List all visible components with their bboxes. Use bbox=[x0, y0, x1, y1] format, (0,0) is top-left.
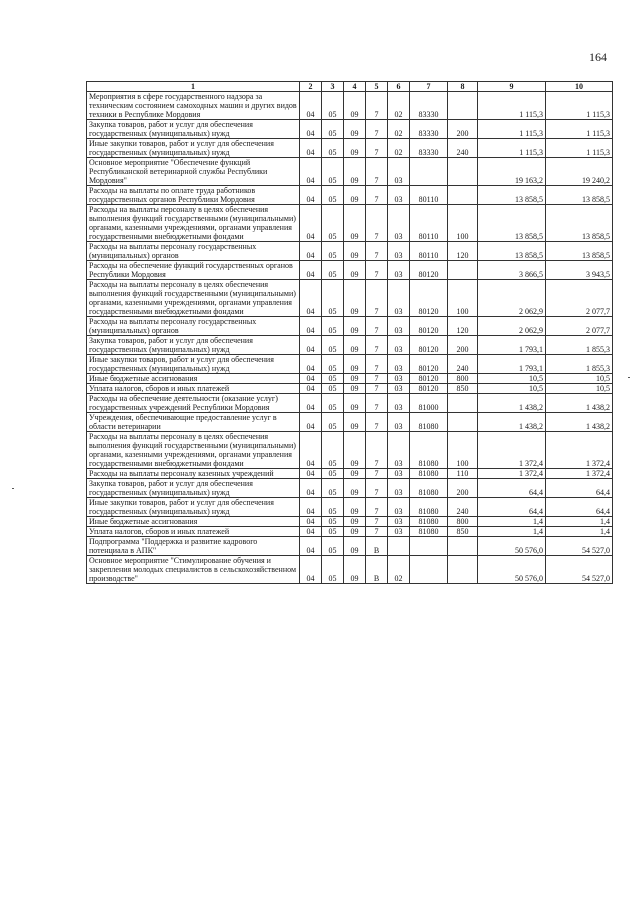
cell-c10: 10,5 bbox=[546, 384, 613, 394]
cell-c6: 03 bbox=[388, 158, 410, 186]
cell-c2: 04 bbox=[300, 261, 322, 280]
header-col-2: 2 bbox=[300, 82, 322, 92]
cell-c10: 1 115,3 bbox=[546, 139, 613, 158]
table-row bbox=[87, 537, 613, 556]
cell-c5: 7 bbox=[366, 139, 388, 158]
cell-c6: 03 bbox=[388, 527, 410, 537]
table-header-row bbox=[87, 82, 613, 92]
cell-c3: 05 bbox=[322, 498, 344, 517]
cell-c9: 2 062,9 bbox=[478, 317, 546, 336]
cell-c10: 1 855,3 bbox=[546, 336, 613, 355]
cell-c6: 03 bbox=[388, 336, 410, 355]
cell-c2: 04 bbox=[300, 280, 322, 317]
cell-c5: 7 bbox=[366, 498, 388, 517]
cell-c5: 7 bbox=[366, 158, 388, 186]
table-row bbox=[87, 498, 613, 517]
cell-c3: 05 bbox=[322, 469, 344, 479]
cell-c10: 1,4 bbox=[546, 527, 613, 537]
cell-c5: В bbox=[366, 556, 388, 584]
cell-c9: 2 062,9 bbox=[478, 280, 546, 317]
cell-c4: 09 bbox=[344, 336, 366, 355]
cell-c3: 05 bbox=[322, 261, 344, 280]
cell-c8 bbox=[448, 261, 478, 280]
cell-c3: 05 bbox=[322, 92, 344, 120]
table-row bbox=[87, 317, 613, 336]
cell-c2: 04 bbox=[300, 158, 322, 186]
cell-c8: 100 bbox=[448, 280, 478, 317]
cell-c9: 13 858,5 bbox=[478, 205, 546, 242]
table-row bbox=[87, 242, 613, 261]
cell-c8: 200 bbox=[448, 479, 478, 498]
header-col-3: 3 bbox=[322, 82, 344, 92]
cell-c10: 2 077,7 bbox=[546, 280, 613, 317]
cell-c5: 7 bbox=[366, 186, 388, 205]
cell-c6: 02 bbox=[388, 92, 410, 120]
cell-c5: 7 bbox=[366, 374, 388, 384]
cell-c6: 03 bbox=[388, 394, 410, 413]
cell-c7: 81080 bbox=[410, 479, 448, 498]
row-name: Иные бюджетные ассигнования bbox=[87, 517, 300, 527]
row-name: Иные закупки товаров, работ и услуг для обеспечения государственных (муниципальных) нужд bbox=[87, 355, 300, 374]
table-row bbox=[87, 556, 613, 584]
cell-c6: 03 bbox=[388, 186, 410, 205]
table-row bbox=[87, 469, 613, 479]
cell-c2: 04 bbox=[300, 498, 322, 517]
cell-c4: 09 bbox=[344, 469, 366, 479]
table-row bbox=[87, 186, 613, 205]
cell-c5: 7 bbox=[366, 517, 388, 527]
cell-c2: 04 bbox=[300, 336, 322, 355]
row-name: Уплата налогов, сборов и иных платежей bbox=[87, 527, 300, 537]
cell-c2: 04 bbox=[300, 479, 322, 498]
cell-c6: 03 bbox=[388, 242, 410, 261]
cell-c2: 04 bbox=[300, 205, 322, 242]
row-name: Уплата налогов, сборов и иных платежей bbox=[87, 384, 300, 394]
cell-c4: 09 bbox=[344, 139, 366, 158]
cell-c10: 13 858,5 bbox=[546, 205, 613, 242]
cell-c7: 80110 bbox=[410, 186, 448, 205]
cell-c9: 1,4 bbox=[478, 527, 546, 537]
header-col-4: 4 bbox=[344, 82, 366, 92]
table-row bbox=[87, 517, 613, 527]
cell-c8 bbox=[448, 92, 478, 120]
table-row bbox=[87, 527, 613, 537]
cell-c4: 09 bbox=[344, 556, 366, 584]
cell-c6: 02 bbox=[388, 139, 410, 158]
header-col-8: 8 bbox=[448, 82, 478, 92]
table-row bbox=[87, 158, 613, 186]
cell-c3: 05 bbox=[322, 355, 344, 374]
table-row bbox=[87, 374, 613, 384]
cell-c7: 80120 bbox=[410, 384, 448, 394]
cell-c3: 05 bbox=[322, 280, 344, 317]
cell-c3: 05 bbox=[322, 205, 344, 242]
cell-c10: 1 115,3 bbox=[546, 120, 613, 139]
cell-c7: 80120 bbox=[410, 317, 448, 336]
cell-c8: 240 bbox=[448, 498, 478, 517]
cell-c8 bbox=[448, 556, 478, 584]
cell-c4: 09 bbox=[344, 242, 366, 261]
cell-c6: 03 bbox=[388, 261, 410, 280]
cell-c4: 09 bbox=[344, 355, 366, 374]
header-col-1: 1 bbox=[87, 82, 300, 92]
scan-speck bbox=[628, 377, 630, 378]
cell-c10: 2 077,7 bbox=[546, 317, 613, 336]
row-name: Расходы на выплаты персоналу казенных учреждений bbox=[87, 469, 300, 479]
cell-c3: 05 bbox=[322, 186, 344, 205]
cell-c7: 83330 bbox=[410, 139, 448, 158]
scan-speck bbox=[12, 488, 14, 489]
cell-c2: 04 bbox=[300, 469, 322, 479]
table-row bbox=[87, 479, 613, 498]
cell-c2: 04 bbox=[300, 92, 322, 120]
cell-c7: 80120 bbox=[410, 355, 448, 374]
cell-c4: 09 bbox=[344, 120, 366, 139]
cell-c6: 03 bbox=[388, 280, 410, 317]
cell-c10: 64,4 bbox=[546, 479, 613, 498]
cell-c3: 05 bbox=[322, 394, 344, 413]
row-name: Иные закупки товаров, работ и услуг для обеспечения государственных (муниципальных) нужд bbox=[87, 498, 300, 517]
cell-c8: 100 bbox=[448, 205, 478, 242]
cell-c9: 50 576,0 bbox=[478, 537, 546, 556]
cell-c10: 1 438,2 bbox=[546, 394, 613, 413]
cell-c6: 02 bbox=[388, 556, 410, 584]
row-name: Расходы на выплаты персоналу в целях обеспечения выполнения функций государственными (муниципальными) органами, казенными учреждениями, органами управления государственными внебюджетными фондами bbox=[87, 205, 300, 242]
cell-c5: 7 bbox=[366, 280, 388, 317]
row-name: Расходы на выплаты персоналу в целях обеспечения выполнения функций государственными (муниципальными) органами, казенными учреждениями, органами управления государственными внебюджетными фондами bbox=[87, 280, 300, 317]
cell-c7 bbox=[410, 556, 448, 584]
cell-c4: 09 bbox=[344, 432, 366, 469]
cell-c7: 83330 bbox=[410, 120, 448, 139]
cell-c10: 64,4 bbox=[546, 498, 613, 517]
cell-c5: 7 bbox=[366, 205, 388, 242]
cell-c8: 800 bbox=[448, 374, 478, 384]
cell-c3: 05 bbox=[322, 139, 344, 158]
cell-c7: 80120 bbox=[410, 374, 448, 384]
cell-c5: 7 bbox=[366, 120, 388, 139]
cell-c5: 7 bbox=[366, 317, 388, 336]
cell-c7: 81080 bbox=[410, 432, 448, 469]
cell-c8: 120 bbox=[448, 317, 478, 336]
row-name: Расходы на выплаты персоналу государственных (муниципальных) органов bbox=[87, 242, 300, 261]
cell-c8 bbox=[448, 158, 478, 186]
cell-c7 bbox=[410, 158, 448, 186]
cell-c7: 81080 bbox=[410, 469, 448, 479]
row-name: Закупка товаров, работ и услуг для обеспечения государственных (муниципальных) нужд bbox=[87, 120, 300, 139]
cell-c2: 04 bbox=[300, 120, 322, 139]
cell-c10: 1 372,4 bbox=[546, 432, 613, 469]
cell-c6: 03 bbox=[388, 355, 410, 374]
cell-c9: 1 438,2 bbox=[478, 394, 546, 413]
cell-c7: 80110 bbox=[410, 205, 448, 242]
cell-c5: 7 bbox=[366, 261, 388, 280]
cell-c5: 7 bbox=[366, 242, 388, 261]
cell-c8: 240 bbox=[448, 139, 478, 158]
cell-c2: 04 bbox=[300, 317, 322, 336]
table-row bbox=[87, 120, 613, 139]
cell-c2: 04 bbox=[300, 537, 322, 556]
cell-c4: 09 bbox=[344, 186, 366, 205]
header-col-5: 5 bbox=[366, 82, 388, 92]
table-row bbox=[87, 432, 613, 469]
cell-c10: 13 858,5 bbox=[546, 242, 613, 261]
cell-c9: 1 793,1 bbox=[478, 355, 546, 374]
cell-c3: 05 bbox=[322, 413, 344, 432]
cell-c6: 03 bbox=[388, 374, 410, 384]
budget-table bbox=[86, 81, 613, 584]
cell-c5: 7 bbox=[366, 394, 388, 413]
row-name: Подпрограмма "Поддержка и развитие кадрового потенциала в АПК" bbox=[87, 537, 300, 556]
cell-c7 bbox=[410, 537, 448, 556]
header-col-7: 7 bbox=[410, 82, 448, 92]
cell-c8: 120 bbox=[448, 242, 478, 261]
cell-c10: 54 527,0 bbox=[546, 537, 613, 556]
table-row bbox=[87, 384, 613, 394]
cell-c4: 09 bbox=[344, 158, 366, 186]
cell-c9: 13 858,5 bbox=[478, 242, 546, 261]
cell-c2: 04 bbox=[300, 355, 322, 374]
cell-c7: 80120 bbox=[410, 280, 448, 317]
cell-c4: 09 bbox=[344, 527, 366, 537]
row-name: Иные закупки товаров, работ и услуг для обеспечения государственных (муниципальных) нужд bbox=[87, 139, 300, 158]
cell-c10: 19 240,2 bbox=[546, 158, 613, 186]
cell-c10: 1 372,4 bbox=[546, 469, 613, 479]
cell-c7: 81000 bbox=[410, 394, 448, 413]
cell-c4: 09 bbox=[344, 92, 366, 120]
cell-c4: 09 bbox=[344, 280, 366, 317]
cell-c3: 05 bbox=[322, 158, 344, 186]
cell-c5: 7 bbox=[366, 92, 388, 120]
cell-c2: 04 bbox=[300, 394, 322, 413]
cell-c6: 03 bbox=[388, 432, 410, 469]
row-name: Расходы на выплаты по оплате труда работников государственных органов Республики Мордовия bbox=[87, 186, 300, 205]
cell-c5: В bbox=[366, 537, 388, 556]
cell-c3: 05 bbox=[322, 527, 344, 537]
cell-c10: 1 855,3 bbox=[546, 355, 613, 374]
cell-c3: 05 bbox=[322, 120, 344, 139]
table-row bbox=[87, 205, 613, 242]
table-row bbox=[87, 336, 613, 355]
cell-c3: 05 bbox=[322, 517, 344, 527]
cell-c8: 100 bbox=[448, 432, 478, 469]
cell-c9: 13 858,5 bbox=[478, 186, 546, 205]
cell-c5: 7 bbox=[366, 527, 388, 537]
cell-c9: 10,5 bbox=[478, 384, 546, 394]
row-name: Закупка товаров, работ и услуг для обеспечения государственных (муниципальных) нужд bbox=[87, 336, 300, 355]
cell-c2: 04 bbox=[300, 384, 322, 394]
cell-c8: 200 bbox=[448, 336, 478, 355]
cell-c7: 81080 bbox=[410, 413, 448, 432]
cell-c10: 10,5 bbox=[546, 374, 613, 384]
cell-c9: 50 576,0 bbox=[478, 556, 546, 584]
row-name: Мероприятия в сфере государственного надзора за техническим состоянием самоходных машин и других видов техники в Республике Мордовия bbox=[87, 92, 300, 120]
header-col-10: 10 bbox=[546, 82, 613, 92]
cell-c10: 3 943,5 bbox=[546, 261, 613, 280]
cell-c9: 1 372,4 bbox=[478, 469, 546, 479]
cell-c8: 200 bbox=[448, 120, 478, 139]
cell-c6: 03 bbox=[388, 205, 410, 242]
cell-c4: 09 bbox=[344, 384, 366, 394]
cell-c5: 7 bbox=[366, 432, 388, 469]
cell-c7: 81080 bbox=[410, 527, 448, 537]
cell-c10: 13 858,5 bbox=[546, 186, 613, 205]
row-name: Закупка товаров, работ и услуг для обеспечения государственных (муниципальных) нужд bbox=[87, 479, 300, 498]
cell-c9: 1,4 bbox=[478, 517, 546, 527]
cell-c6: 03 bbox=[388, 384, 410, 394]
cell-c3: 05 bbox=[322, 384, 344, 394]
table-row bbox=[87, 413, 613, 432]
cell-c3: 05 bbox=[322, 374, 344, 384]
cell-c9: 64,4 bbox=[478, 479, 546, 498]
cell-c4: 09 bbox=[344, 261, 366, 280]
cell-c9: 1 115,3 bbox=[478, 92, 546, 120]
header-col-6: 6 bbox=[388, 82, 410, 92]
cell-c3: 05 bbox=[322, 479, 344, 498]
cell-c8 bbox=[448, 394, 478, 413]
cell-c4: 09 bbox=[344, 517, 366, 527]
cell-c5: 7 bbox=[366, 355, 388, 374]
cell-c6: 03 bbox=[388, 498, 410, 517]
cell-c7: 81080 bbox=[410, 498, 448, 517]
table-row bbox=[87, 355, 613, 374]
cell-c3: 05 bbox=[322, 556, 344, 584]
cell-c6 bbox=[388, 537, 410, 556]
row-name: Расходы на обеспечение функций государственных органов Республики Мордовия bbox=[87, 261, 300, 280]
cell-c2: 04 bbox=[300, 374, 322, 384]
cell-c10: 1,4 bbox=[546, 517, 613, 527]
cell-c7: 83330 bbox=[410, 92, 448, 120]
cell-c6: 03 bbox=[388, 317, 410, 336]
cell-c9: 1 115,3 bbox=[478, 120, 546, 139]
table-row bbox=[87, 394, 613, 413]
cell-c8 bbox=[448, 413, 478, 432]
cell-c2: 04 bbox=[300, 527, 322, 537]
row-name: Расходы на обеспечение деятельности (оказание услуг) государственных учреждений Республики Мордовия bbox=[87, 394, 300, 413]
header-col-9: 9 bbox=[478, 82, 546, 92]
cell-c2: 04 bbox=[300, 413, 322, 432]
cell-c2: 04 bbox=[300, 556, 322, 584]
cell-c7: 80120 bbox=[410, 336, 448, 355]
cell-c2: 04 bbox=[300, 186, 322, 205]
cell-c4: 09 bbox=[344, 374, 366, 384]
cell-c9: 1 372,4 bbox=[478, 432, 546, 469]
cell-c3: 05 bbox=[322, 242, 344, 261]
cell-c6: 03 bbox=[388, 413, 410, 432]
cell-c9: 19 163,2 bbox=[478, 158, 546, 186]
cell-c3: 05 bbox=[322, 537, 344, 556]
cell-c2: 04 bbox=[300, 242, 322, 261]
row-name: Иные бюджетные ассигнования bbox=[87, 374, 300, 384]
cell-c8 bbox=[448, 186, 478, 205]
cell-c8 bbox=[448, 537, 478, 556]
cell-c8: 110 bbox=[448, 469, 478, 479]
cell-c10: 1 438,2 bbox=[546, 413, 613, 432]
cell-c3: 05 bbox=[322, 432, 344, 469]
cell-c4: 09 bbox=[344, 205, 366, 242]
cell-c9: 1 793,1 bbox=[478, 336, 546, 355]
cell-c10: 54 527,0 bbox=[546, 556, 613, 584]
cell-c6: 02 bbox=[388, 120, 410, 139]
table-row bbox=[87, 261, 613, 280]
row-name: Учреждения, обеспечивающие предоставление услуг в области ветеринарии bbox=[87, 413, 300, 432]
cell-c10: 1 115,3 bbox=[546, 92, 613, 120]
cell-c9: 10,5 bbox=[478, 374, 546, 384]
cell-c6: 03 bbox=[388, 479, 410, 498]
cell-c5: 7 bbox=[366, 384, 388, 394]
cell-c4: 09 bbox=[344, 479, 366, 498]
cell-c8: 800 bbox=[448, 517, 478, 527]
cell-c9: 1 438,2 bbox=[478, 413, 546, 432]
cell-c7: 80120 bbox=[410, 261, 448, 280]
row-name: Расходы на выплаты персоналу в целях обеспечения выполнения функций государственными (муниципальными) органами, казенными учреждениями, органами управления государственными внебюджетными фондами bbox=[87, 432, 300, 469]
cell-c5: 7 bbox=[366, 413, 388, 432]
cell-c9: 1 115,3 bbox=[478, 139, 546, 158]
cell-c7: 81080 bbox=[410, 517, 448, 527]
table-row bbox=[87, 92, 613, 120]
cell-c3: 05 bbox=[322, 336, 344, 355]
row-name: Расходы на выплаты персоналу государственных (муниципальных) органов bbox=[87, 317, 300, 336]
cell-c7: 80110 bbox=[410, 242, 448, 261]
cell-c8: 850 bbox=[448, 384, 478, 394]
cell-c6: 03 bbox=[388, 469, 410, 479]
cell-c3: 05 bbox=[322, 317, 344, 336]
table-row bbox=[87, 280, 613, 317]
cell-c2: 04 bbox=[300, 432, 322, 469]
row-name: Основное мероприятие "Обеспечение функций Республиканской ветеринарной службы Республики Мордовия" bbox=[87, 158, 300, 186]
cell-c4: 09 bbox=[344, 413, 366, 432]
cell-c2: 04 bbox=[300, 139, 322, 158]
page-number: 164 bbox=[589, 50, 607, 64]
cell-c5: 7 bbox=[366, 336, 388, 355]
cell-c8: 850 bbox=[448, 527, 478, 537]
cell-c6: 03 bbox=[388, 517, 410, 527]
cell-c4: 09 bbox=[344, 394, 366, 413]
cell-c4: 09 bbox=[344, 537, 366, 556]
cell-c4: 09 bbox=[344, 498, 366, 517]
cell-c9: 64,4 bbox=[478, 498, 546, 517]
cell-c4: 09 bbox=[344, 317, 366, 336]
cell-c5: 7 bbox=[366, 469, 388, 479]
table-row bbox=[87, 139, 613, 158]
cell-c8: 240 bbox=[448, 355, 478, 374]
row-name: Основное мероприятие "Стимулирование обучения и закрепления молодых специалистов в сельскохозяйственном производстве" bbox=[87, 556, 300, 584]
cell-c2: 04 bbox=[300, 517, 322, 527]
cell-c5: 7 bbox=[366, 479, 388, 498]
cell-c9: 3 866,5 bbox=[478, 261, 546, 280]
